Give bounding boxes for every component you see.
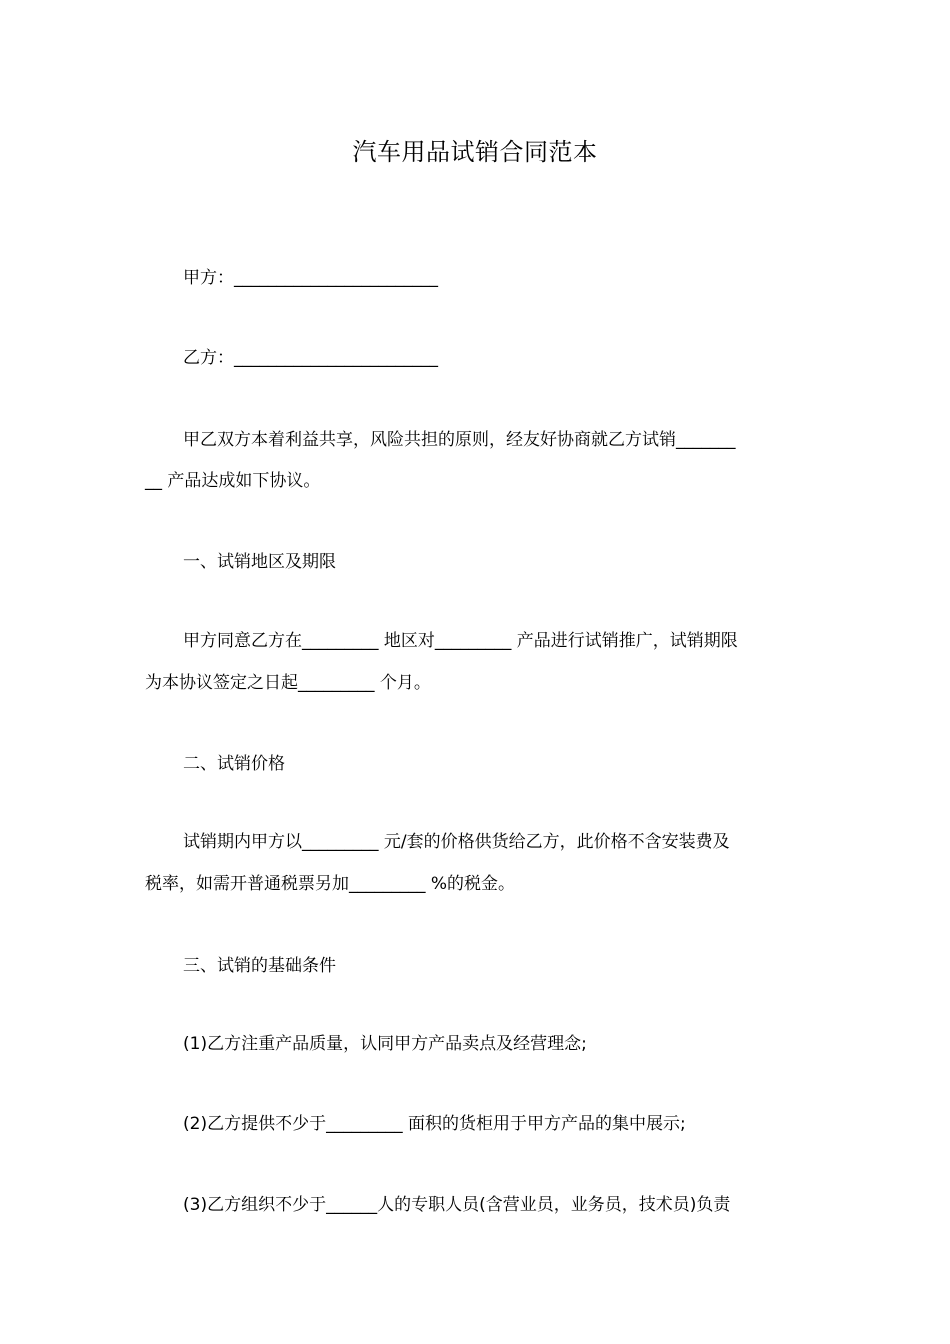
intro-paragraph-line-1: 甲乙双方本着利益共享，风险共担的原则，经友好协商就乙方试销_______ (183, 430, 736, 450)
intro-paragraph-line-2: __ 产品达成如下协议。 (145, 471, 321, 491)
section-3-item-2: (2)乙方提供不少于_________ 面积的货柜用于甲方产品的集中展示; (183, 1114, 686, 1134)
section-2-heading: 二、试销价格 (183, 754, 285, 774)
document-title: 汽车用品试销合同范本 (352, 138, 598, 166)
section-3-item-1: (1)乙方注重产品质量，认同甲方产品卖点及经营理念; (183, 1034, 587, 1054)
section-2-paragraph-line-1: 试销期内甲方以_________ 元/套的价格供货给乙方，此价格不含安装费及 (183, 832, 730, 852)
section-3-heading: 三、试销的基础条件 (183, 956, 336, 976)
party-a-line: 甲方：________________________ (183, 268, 438, 288)
section-1-heading: 一、试销地区及期限 (183, 552, 336, 572)
section-2-paragraph-line-2: 税率，如需开普通税票另加_________ %的税金。 (145, 874, 516, 894)
party-b-line: 乙方：________________________ (183, 348, 438, 368)
section-1-paragraph-line-1: 甲方同意乙方在_________ 地区对_________ 产品进行试销推广，试销期限 (183, 631, 738, 651)
section-3-item-3: (3)乙方组织不少于______人的专职人员(含营业员，业务员，技术员)负责 (183, 1195, 731, 1215)
section-1-paragraph-line-2: 为本协议签定之日起_________ 个月。 (145, 673, 431, 693)
